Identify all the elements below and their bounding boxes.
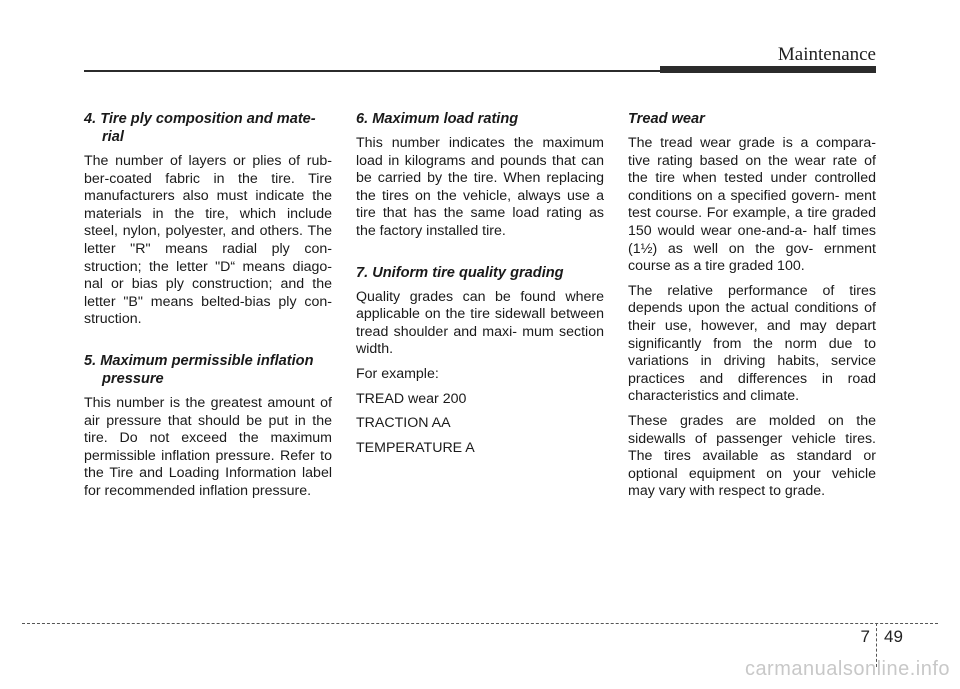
paragraph-tread-wear-definition: The tread wear grade is a compara- tive rating based on the wear rate of the tire when tested under controlled conditions on a specified govern- ment test course. For example, a tire graded 150 would wear one-and-a- half times (1½) as well on the gov- ernment course as a tire graded 100. bbox=[628, 135, 876, 275]
example-intro: For example: bbox=[356, 365, 439, 382]
footer-dashed-rule bbox=[22, 623, 938, 624]
watermark: carmanualsonline.info bbox=[744, 658, 950, 680]
example-tread: TREAD wear 200 bbox=[356, 390, 467, 407]
heading-quality-grading: 7. Uniform tire quality grading bbox=[356, 264, 564, 281]
spacer bbox=[356, 248, 604, 264]
page-number: 49 bbox=[884, 627, 903, 646]
section-title: Maintenance bbox=[777, 44, 876, 65]
header-rule-thick bbox=[660, 66, 876, 73]
header-rule-thin bbox=[84, 70, 660, 72]
heading-max-load: 6. Maximum load rating bbox=[356, 111, 519, 127]
column-middle bbox=[356, 110, 604, 464]
example-temperature: TEMPERATURE A bbox=[356, 439, 475, 456]
heading-ply-composition: 4. Tire ply composition and mate- rial bbox=[84, 111, 316, 145]
spacer bbox=[84, 336, 332, 352]
paragraph-max-load: This number indicates the maximum load in kilograms and pounds that can be carried by the tire. When replacing the tires on the vehicle, always use a tire that has the same load rating as the factory installed tire. bbox=[356, 135, 604, 239]
paragraph-quality-grading: Quality grades can be found where applicable on the tire sidewall between tread shoulder and maxi- mum section width. bbox=[356, 288, 604, 358]
paragraph-ply-composition: The number of layers or plies of rub- ber-coated fabric in the tire. Tire manufacturers also must indicate the materials in the tire, which include steel, nylon, polyester, and others. The letter "R" means radial ply con- struction; the letter "D“ means diago- nal or bias ply construction; and the letter "B" means belted-bias ply con- struction. bbox=[84, 153, 332, 328]
column-left bbox=[84, 110, 332, 508]
paragraph-molded-grades: These grades are molded on the sidewalls of passenger vehicle tires. The tires available as standard or optional equipment on your vehicle may vary with respect to grade. bbox=[628, 412, 876, 500]
column-right bbox=[628, 110, 876, 508]
paragraph-relative-performance: The relative performance of tires depends upon the actual conditions of their use, however, and may depart significantly from the norm due to variations in driving habits, service practices and differences in road characteristics and climate. bbox=[628, 282, 876, 405]
paragraph-max-inflation: This number is the greatest amount of air pressure that should be put in the tire. Do not exceed the maximum permissible inflation pressure. Refer to the Tire and Loading Information label for recommended inflation pressure. bbox=[84, 394, 332, 499]
chapter-number: 7 bbox=[860, 627, 870, 646]
heading-max-inflation: 5. Maximum permissible inflation pressure bbox=[84, 352, 314, 387]
heading-tread-wear: Tread wear bbox=[628, 111, 705, 127]
example-traction: TRACTION AA bbox=[356, 415, 451, 432]
